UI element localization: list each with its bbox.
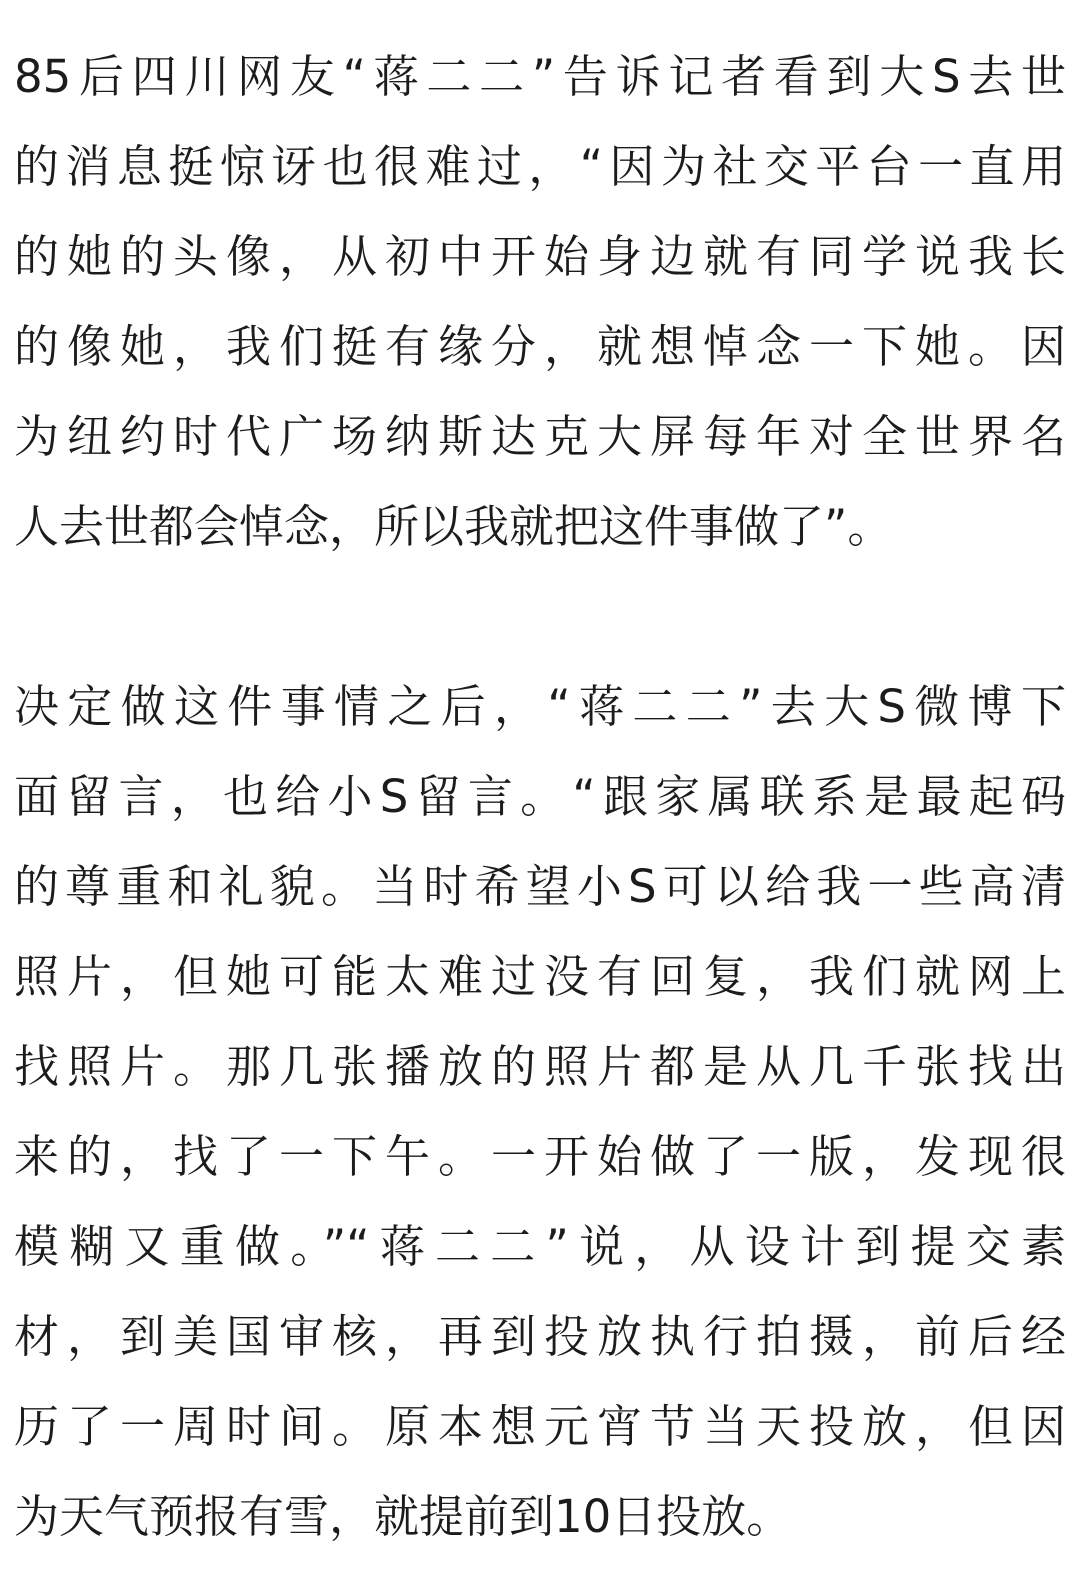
text-line: 模糊又重做。”“蒋二二”说，从设计到提交素: [14, 1220, 1066, 1273]
text-line: 来的，找了一下午。一开始做了一版，发现很: [14, 1130, 1066, 1183]
text-line: 决定做这件事情之后，“蒋二二”去大S微博下: [14, 680, 1066, 733]
text-line: 材，到美国审核，再到投放执行拍摄，前后经: [14, 1310, 1066, 1363]
text-line: 85后四川网友“蒋二二”告诉记者看到大S去世: [14, 50, 1066, 103]
paragraph-1: [14, 32, 1066, 572]
text-line: 照片，但她可能太难过没有回复，我们就网上: [14, 950, 1066, 1003]
text-line: 的像她，我们挺有缘分，就想悼念一下她。因: [14, 320, 1066, 373]
text-line: 的她的头像，从初中开始身边就有同学说我长: [14, 230, 1066, 283]
text-line: 历了一周时间。原本想元宵节当天投放，但因: [14, 1400, 1066, 1453]
text-line: 的尊重和礼貌。当时希望小S可以给我一些高清: [14, 860, 1066, 913]
article-body: [14, 32, 1066, 1562]
text-line: 人去世都会悼念，所以我就把这件事做了”。: [14, 500, 893, 553]
text-line: 为纽约时代广场纳斯达克大屏每年对全世界名: [14, 410, 1066, 463]
paragraph-2: [14, 662, 1066, 1562]
paragraph-spacer: [14, 572, 1066, 662]
text-line: 面留言，也给小S留言。“跟家属联系是最起码: [14, 770, 1066, 823]
text-line: 为天气预报有雪，就提前到10日投放。: [14, 1490, 792, 1543]
text-line: 的消息挺惊讶也很难过，“因为社交平台一直用: [14, 140, 1066, 193]
text-line: 找照片。那几张播放的照片都是从几千张找出: [14, 1040, 1066, 1093]
